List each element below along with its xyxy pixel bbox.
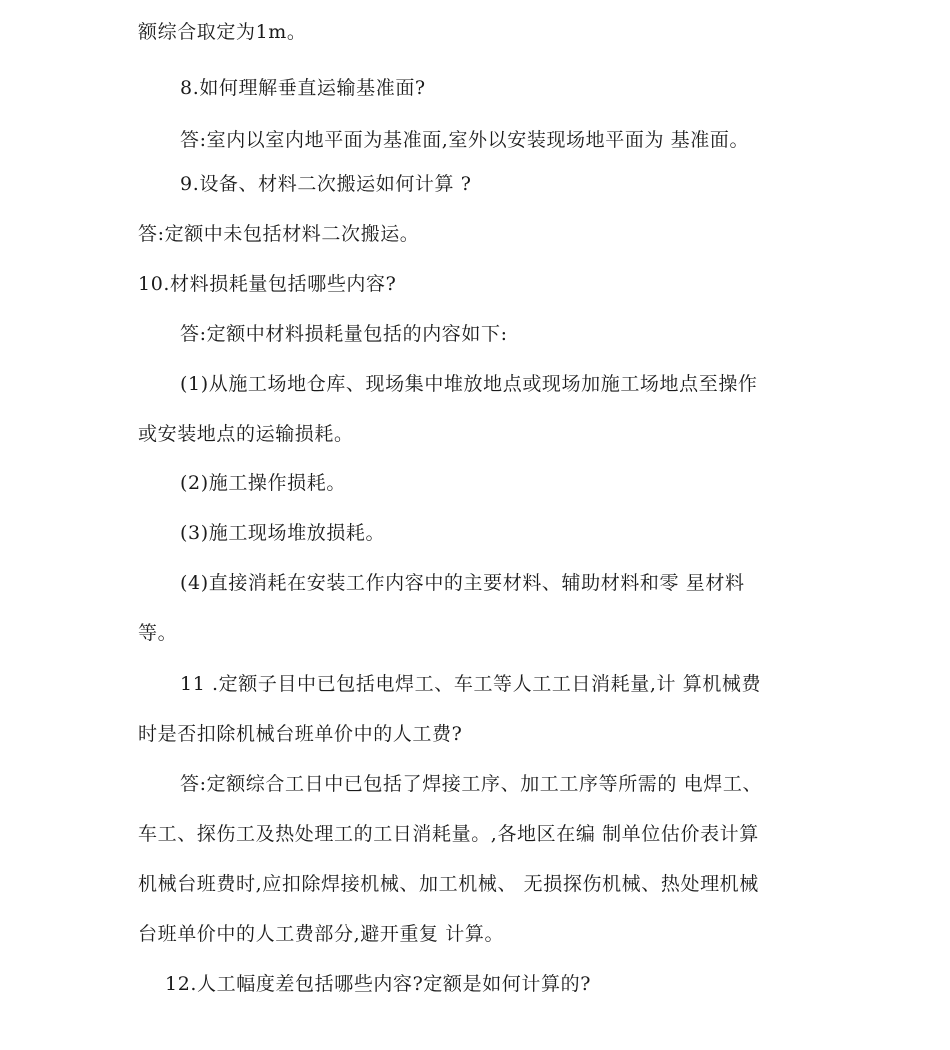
- answer-11: 答:定额综合工日中已包括了焊接工序、加工工序等所需的 电焊工、: [180, 773, 763, 795]
- answer-10-item-1-cont: 或安装地点的运输损耗。: [138, 423, 354, 445]
- answer-8: 答:室内以室内地平面为基准面,室外以安装现场地平面为 基准面。: [180, 129, 750, 151]
- answer-11-cont-3: 台班单价中的人工费部分,避开重复 计算。: [138, 923, 505, 945]
- answer-9: 答:定额中未包括材料二次搬运。: [138, 223, 420, 245]
- answer-10-item-3: (3)施工现场堆放损耗。: [180, 522, 386, 544]
- answer-10-item-4: (4)直接消耗在安装工作内容中的主要材料、辅助材料和零 星材料: [180, 572, 745, 594]
- question-11: 11 .定额子目中已包括电焊工、车工等人工工日消耗量,计 算机械费: [180, 673, 762, 695]
- answer-10-item-1: (1)从施工场地仓库、现场集中堆放地点或现场加施工场地点至操作: [180, 373, 758, 395]
- text-line-continuation: 额综合取定为1m。: [138, 21, 307, 43]
- question-9: 9.设备、材料二次搬运如何计算 ?: [180, 173, 472, 195]
- question-11-cont: 时是否扣除机械台班单价中的人工费?: [138, 723, 463, 745]
- question-10: 10.材料损耗量包括哪些内容?: [138, 273, 397, 295]
- answer-11-cont-1: 车工、探伤工及热处理工的工日消耗量。,各地区在编 制单位估价表计算: [138, 823, 759, 845]
- question-12: 12.人工幅度差包括哪些内容?定额是如何计算的?: [165, 973, 591, 995]
- answer-10-intro: 答:定额中材料损耗量包括的内容如下:: [180, 323, 508, 345]
- answer-10-item-2: (2)施工操作损耗。: [180, 472, 346, 494]
- answer-10-item-4-cont: 等。: [138, 622, 178, 644]
- question-8: 8.如何理解垂直运输基准面?: [180, 77, 426, 99]
- answer-11-cont-2: 机械台班费时,应扣除焊接机械、加工机械、 无损探伤机械、热处理机械: [138, 873, 759, 895]
